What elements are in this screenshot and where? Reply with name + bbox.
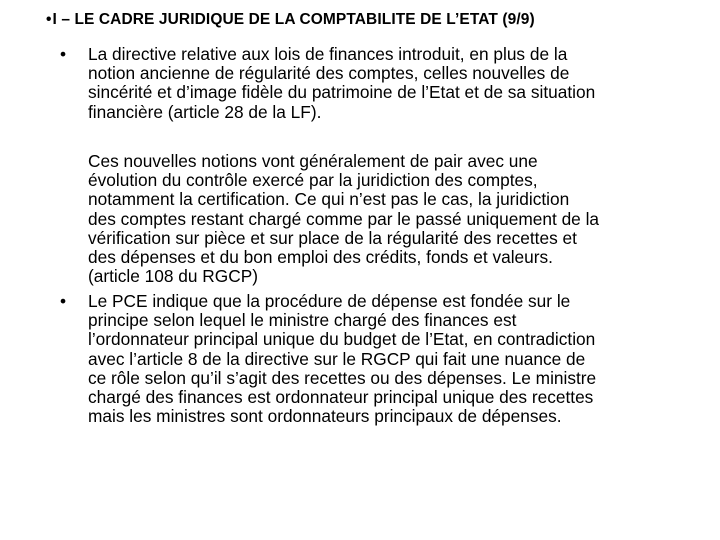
- bullet-item-2: [60, 292, 700, 426]
- slide-title-text: I – LE CADRE JURIDIQUE DE LA COMPTABILITE DE L’ETAT (9/9): [52, 11, 535, 28]
- title-bullet-icon: •: [46, 11, 52, 28]
- slide-title: [46, 11, 535, 29]
- bullet-text-2: Le PCE indique que la procédure de dépense est fondée sur le principe selon lequel le ministre chargé des finances est l’ordonnateur principal unique du budget de l’Etat, en contradiction avec l’article 8 de la directive sur le RGCP qui fait une nuance de ce rôle selon qu’il s’agit des recettes ou des dépenses. Le ministre chargé des finances est ordonnateur principal unique des recettes mais les ministres sont ordonnateurs principaux de dépenses.: [88, 291, 597, 427]
- continuation-text: Ces nouvelles notions vont généralement de pair avec une évolution du contrôle exercé par la juridiction des comptes, notamment la certification. Ce qui n’est pas le cas, la juridiction des comptes restant chargé comme par le passé uniquement de la vérification sur pièce et sur place de la régularité des recettes et des dépenses et du bon emploi des crédits, fonds et valeurs. (article 108 du RGCP): [88, 151, 600, 287]
- bullet-icon: •: [60, 44, 67, 64]
- bullet-text-1: La directive relative aux lois de finances introduit, en plus de la notion ancienne de régularité des comptes, celles nouvelles de sincérité et d’image fidèle du patrimoine de l’Etat et de sa situation financière (article 28 de la LF).: [88, 44, 596, 122]
- bullet-icon: •: [60, 291, 67, 311]
- bullet-item-1: [60, 45, 700, 122]
- bullet-continuation: [60, 152, 700, 286]
